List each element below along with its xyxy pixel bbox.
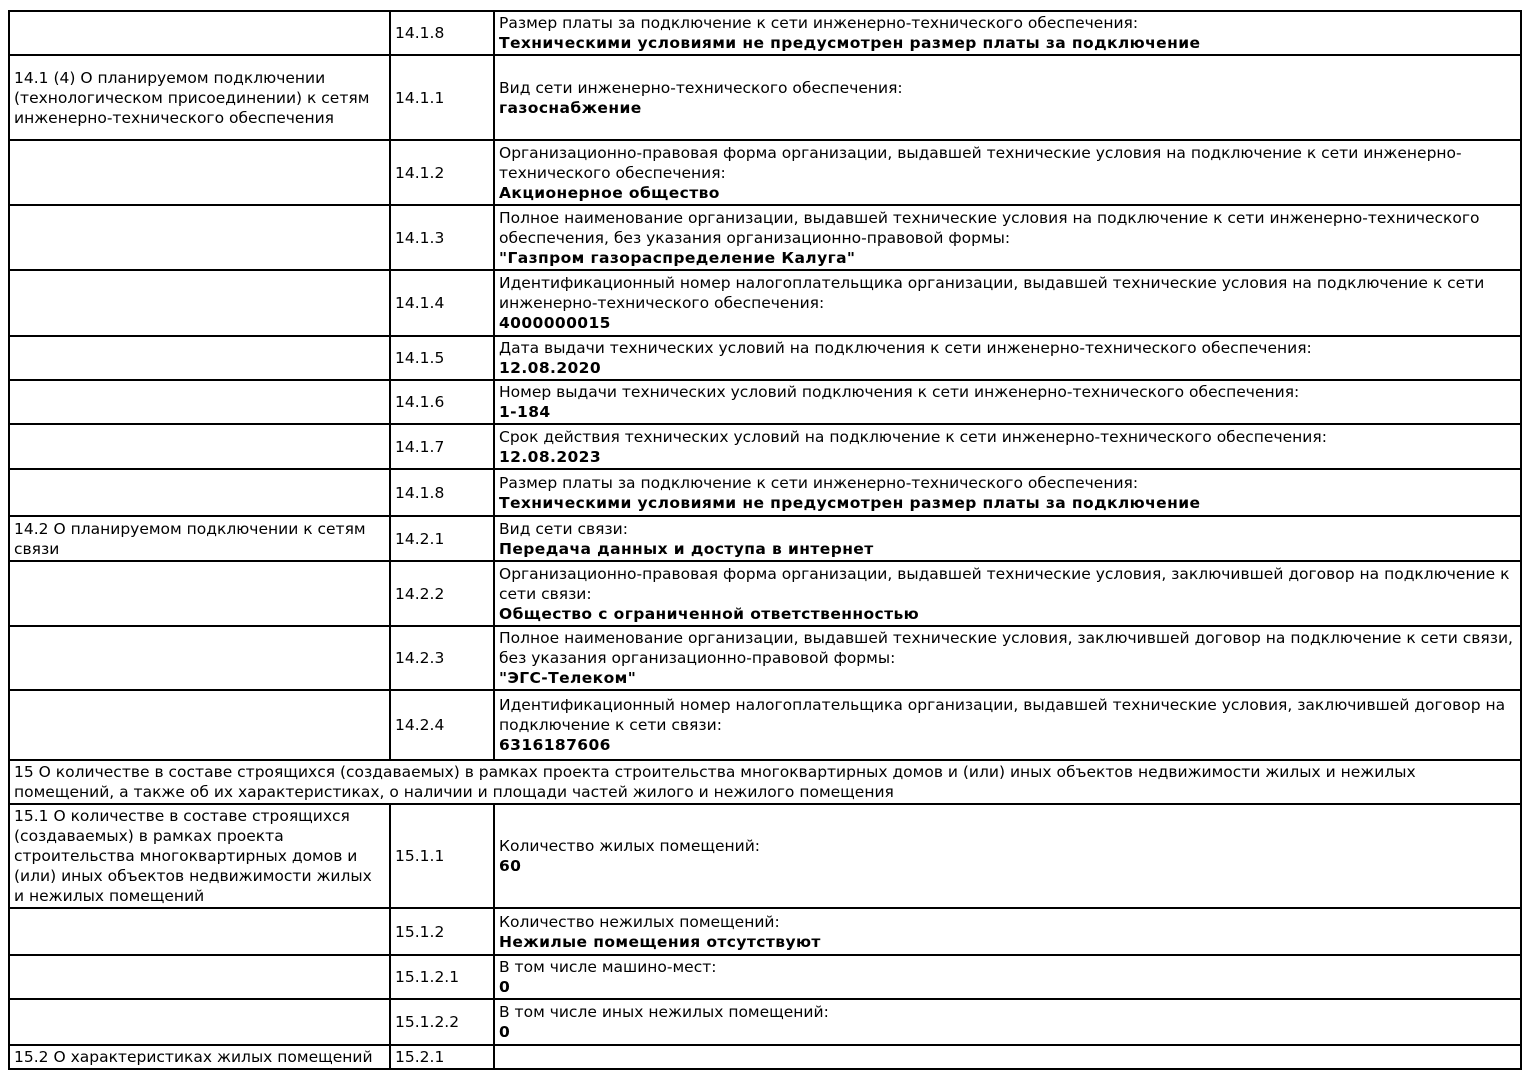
- section-cell: [9, 626, 390, 690]
- code-cell: 14.2.2: [390, 561, 494, 626]
- section-cell: [9, 140, 390, 205]
- field-label: Организационно-правовая форма организации, выдавшей технические условия, заключившей договор на подключение к сети связи:: [499, 564, 1510, 603]
- section-cell: [9, 469, 390, 516]
- table-row: [9, 690, 1521, 760]
- content-cell: [494, 11, 1521, 55]
- field-label: В том числе иных нежилых помещений:: [499, 1003, 829, 1021]
- code-cell: 14.2.1: [390, 516, 494, 561]
- content-cell: [494, 55, 1521, 140]
- field-label: Вид сети связи:: [499, 519, 628, 538]
- table-row: [9, 626, 1521, 690]
- field-label: В том числе машино-мест:: [499, 958, 717, 976]
- field-label: Полное наименование организации, выдавшей технические условия на подключение к сети инженерно-технического обеспечения, без указания организационно-правовой формы:: [499, 208, 1480, 247]
- content-cell: [494, 205, 1521, 270]
- section-header-row: [9, 760, 1521, 804]
- field-value: 12.08.2020: [499, 359, 602, 377]
- content-cell: [494, 804, 1521, 908]
- field-value: 0: [499, 1023, 511, 1041]
- code-cell: 14.2.3: [390, 626, 494, 690]
- field-value: 60: [499, 857, 522, 875]
- table-row: [9, 955, 1521, 999]
- content-cell: [494, 140, 1521, 205]
- field-label: Организационно-правовая форма организации, выдавшей технические условия на подключение к сети инженерно-технического обеспечения:: [499, 143, 1462, 182]
- table-row: [9, 908, 1521, 955]
- field-label: Полное наименование организации, выдавшей технические условия, заключившей договор на подключение к сети связи, без указания организационно-правовой формы:: [499, 629, 1513, 667]
- code-cell: 15.1.2.1: [390, 955, 494, 999]
- field-value: Передача данных и доступа в интернет: [499, 539, 874, 558]
- field-value: 12.08.2023: [499, 447, 602, 466]
- section-cell: 14.2 О планируемом подключении к сетям связи: [9, 516, 390, 561]
- field-label: Количество нежилых помещений:: [499, 912, 780, 931]
- field-label: Количество жилых помещений:: [499, 837, 761, 855]
- content-cell: [494, 561, 1521, 626]
- section-cell: [9, 955, 390, 999]
- table-row: [9, 516, 1521, 561]
- field-label: Идентификационный номер налогоплательщика организации, выдавшей технические условия, заключившей договор на подключение к сети связи:: [499, 696, 1506, 734]
- content-cell: [494, 424, 1521, 469]
- field-value: газоснабжение: [499, 98, 642, 117]
- content-cell: [494, 908, 1521, 955]
- section-cell: [9, 380, 390, 424]
- field-label: Вид сети инженерно-технического обеспечения:: [499, 78, 903, 97]
- section-cell: [9, 424, 390, 469]
- code-cell: 14.1.6: [390, 380, 494, 424]
- content-cell: [494, 690, 1521, 760]
- code-cell: 15.1.2.2: [390, 999, 494, 1045]
- table-row: [9, 804, 1521, 908]
- field-value: Техническими условиями не предусмотрен размер платы за подключение: [499, 34, 1201, 52]
- section-cell: [9, 270, 390, 336]
- code-cell: 15.1.1: [390, 804, 494, 908]
- field-label: Срок действия технических условий на подключение к сети инженерно-технического обеспечения:: [499, 427, 1327, 446]
- field-value: Нежилые помещения отсутствуют: [499, 932, 821, 951]
- field-label: Размер платы за подключение к сети инженерно-технического обеспечения:: [499, 473, 1139, 492]
- code-cell: 14.1.8: [390, 11, 494, 55]
- content-cell: [494, 626, 1521, 690]
- field-value: "ЭГС-Телеком": [499, 669, 637, 687]
- section-cell: [9, 908, 390, 955]
- section-cell: 15.2 О характеристиках жилых помещений: [9, 1045, 390, 1069]
- field-value: Общество с ограниченной ответственностью: [499, 604, 920, 623]
- code-cell: 14.1.5: [390, 336, 494, 380]
- content-cell: [494, 380, 1521, 424]
- code-cell: 14.2.4: [390, 690, 494, 760]
- section-cell: 15.1 О количестве в составе строящихся (создаваемых) в рамках проекта строительства многоквартирных домов и (или) иных объектов недвижимости жилых и нежилых помещений: [9, 804, 390, 908]
- table-row: [9, 1045, 1521, 1069]
- table-row: [9, 469, 1521, 516]
- code-cell: 15.2.1: [390, 1045, 494, 1069]
- field-value: Техническими условиями не предусмотрен размер платы за подключение: [499, 493, 1201, 512]
- field-label: Размер платы за подключение к сети инженерно-технического обеспечения:: [499, 14, 1139, 32]
- section-cell: 14.1 (4) О планируемом подключении (технологическом присоединении) к сетям инженерно-технического обеспечения: [9, 55, 390, 140]
- content-cell: [494, 469, 1521, 516]
- section-cell: [9, 690, 390, 760]
- table-row: [9, 140, 1521, 205]
- field-label: Идентификационный номер налогоплательщика организации, выдавшей технические условия на подключение к сети инженерно-технического обеспечения:: [499, 274, 1485, 312]
- code-cell: 14.1.2: [390, 140, 494, 205]
- table-row: [9, 999, 1521, 1045]
- field-value: "Газпром газораспределение Калуга": [499, 248, 856, 267]
- content-cell: [494, 1045, 1521, 1069]
- content-cell: [494, 955, 1521, 999]
- field-value: 6316187606: [499, 736, 611, 754]
- content-cell: [494, 999, 1521, 1045]
- field-value: Акционерное общество: [499, 183, 720, 202]
- code-cell: 14.1.8: [390, 469, 494, 516]
- code-cell: 14.1.7: [390, 424, 494, 469]
- table-row: [9, 561, 1521, 626]
- section-cell: [9, 205, 390, 270]
- section-cell: [9, 999, 390, 1045]
- table-row: [9, 380, 1521, 424]
- section-cell: [9, 336, 390, 380]
- code-cell: 14.1.4: [390, 270, 494, 336]
- table-row: [9, 336, 1521, 380]
- field-label: Дата выдачи технических условий на подключения к сети инженерно-технического обеспечения:: [499, 339, 1312, 357]
- section-cell: [9, 561, 390, 626]
- table-row: [9, 424, 1521, 469]
- declaration-table: [8, 10, 1522, 1070]
- content-cell: [494, 336, 1521, 380]
- content-cell: [494, 270, 1521, 336]
- code-cell: 14.1.3: [390, 205, 494, 270]
- table-row: [9, 270, 1521, 336]
- field-value: 0: [499, 978, 511, 996]
- table-row: [9, 11, 1521, 55]
- section-cell: [9, 11, 390, 55]
- field-label: Номер выдачи технических условий подключения к сети инженерно-технического обеспечения:: [499, 383, 1300, 401]
- section-header-cell: 15 О количестве в составе строящихся (создаваемых) в рамках проекта строительства многоквартирных домов и (или) иных объектов недвижимости жилых и нежилых помещений, а также об их характеристиках, о наличии и площади частей жилого и нежилого помещения: [9, 760, 1521, 804]
- code-cell: 15.1.2: [390, 908, 494, 955]
- field-value: 4000000015: [499, 314, 611, 332]
- content-cell: [494, 516, 1521, 561]
- table-row: [9, 205, 1521, 270]
- table-row: [9, 55, 1521, 140]
- field-value: 1-184: [499, 403, 551, 421]
- code-cell: 14.1.1: [390, 55, 494, 140]
